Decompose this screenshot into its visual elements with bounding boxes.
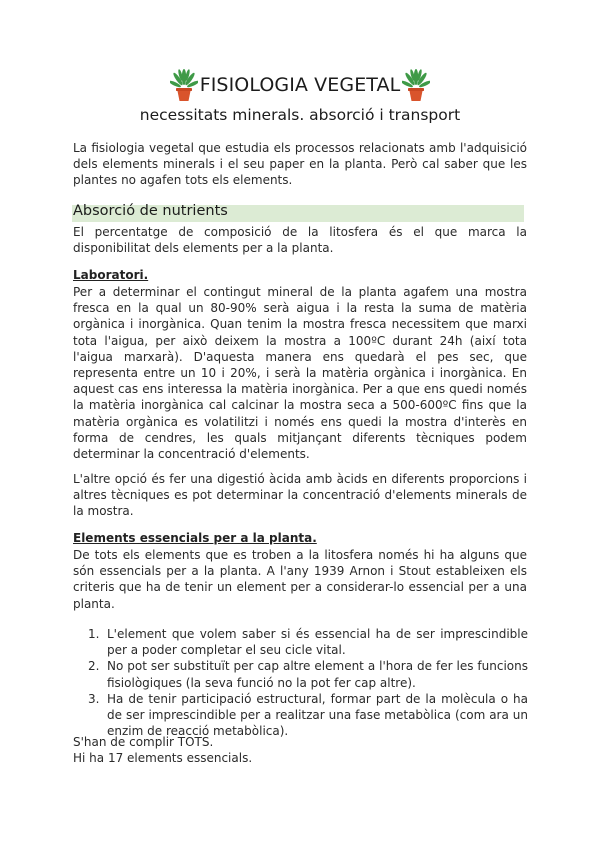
potted-plant-icon xyxy=(170,68,198,102)
note-count: Hi ha 17 elements essencials. xyxy=(73,751,253,765)
list-text: Ha de tenir participació estructural, formar part de la molècula o ha de ser imprescindible per a realitzar una fase metabòlica (com ara un enzim de reacció metabòlica). xyxy=(107,691,528,739)
intro-paragraph: La fisiologia vegetal que estudia els processos relacionats amb l'adquisició dels elements minerals i el seu paper en la planta. Però cal saber que les plantes no agafen tots els elements. xyxy=(73,141,527,188)
page-subtitle: necessitats minerals. absorció i transport xyxy=(139,106,461,124)
essencials-heading: Elements essencials per a la planta. xyxy=(73,531,317,545)
list-item xyxy=(88,691,528,740)
list-item xyxy=(88,626,528,658)
list-number: 2. xyxy=(88,659,100,674)
list-item xyxy=(88,658,528,690)
laboratori-paragraph: Per a determinar el contingut mineral de la planta agafem una mostra fresca en la qual un 80-90% serà aigua i la resta la suma de matèria orgànica i inorgànica. Quan tenim la mostra fresca necessitem que marxi tota l'aigua, per això deixem la mostra a 100ºC durant 24h (així tota l'aigua marxarà). D'aquesta manera ens quedarà el pes sec, que representa entre un 10 i 20%, i serà la matèria orgànica i inorgànica. En aquest cas ens interessa la matèria inorgànica. Per a que ens quedi només la matèria inorgànica cal calcinar la mostra seca a 500-600ºC fins que la matèria orgànica es volatilitzi i només ens quedi la mostra d'interès en forma de cendres, les quals mitjançant diferents tècniques podem determinar la concentració d'elements. xyxy=(73,285,527,462)
title-row xyxy=(0,68,600,102)
note-all: S'han de complir TOTS. xyxy=(73,735,214,749)
list-text: L'element que volem saber si és essencial ha de ser imprescindible per a poder completar el seu cicle vital. xyxy=(107,627,528,658)
list-text: No pot ser substituït per cap altre element a l'hora de fer les funcions fisiològiques (la seva funció no la pot fer cap altre). xyxy=(107,659,528,690)
essencials-paragraph: De tots els elements que es troben a la litosfera només hi ha alguns que són essencials per a la planta. A l'any 1939 Arnon i Stout estableixen els criteris que ha de tenir un element per a considerar-lo essencial per a una planta. xyxy=(73,548,527,611)
list-number: 1. xyxy=(88,627,100,641)
section-paragraph: El percentatge de composició de la litosfera és el que marca la disponibilitat dels elements per a la planta. xyxy=(73,225,527,256)
potted-plant-icon xyxy=(402,68,430,102)
criteria-list xyxy=(88,626,528,739)
alternative-paragraph: L'altre opció és fer una digestió àcida amb àcids en diferents proporcions i altres tècniques es pot determinar la concentració d'elements minerals de la mostra. xyxy=(73,472,527,519)
list-number: 3. xyxy=(88,691,100,706)
laboratori-heading: Laboratori. xyxy=(73,268,149,282)
section-heading: Absorció de nutrients xyxy=(73,203,228,219)
page-title: FISIOLOGIA VEGETAL xyxy=(199,74,401,96)
